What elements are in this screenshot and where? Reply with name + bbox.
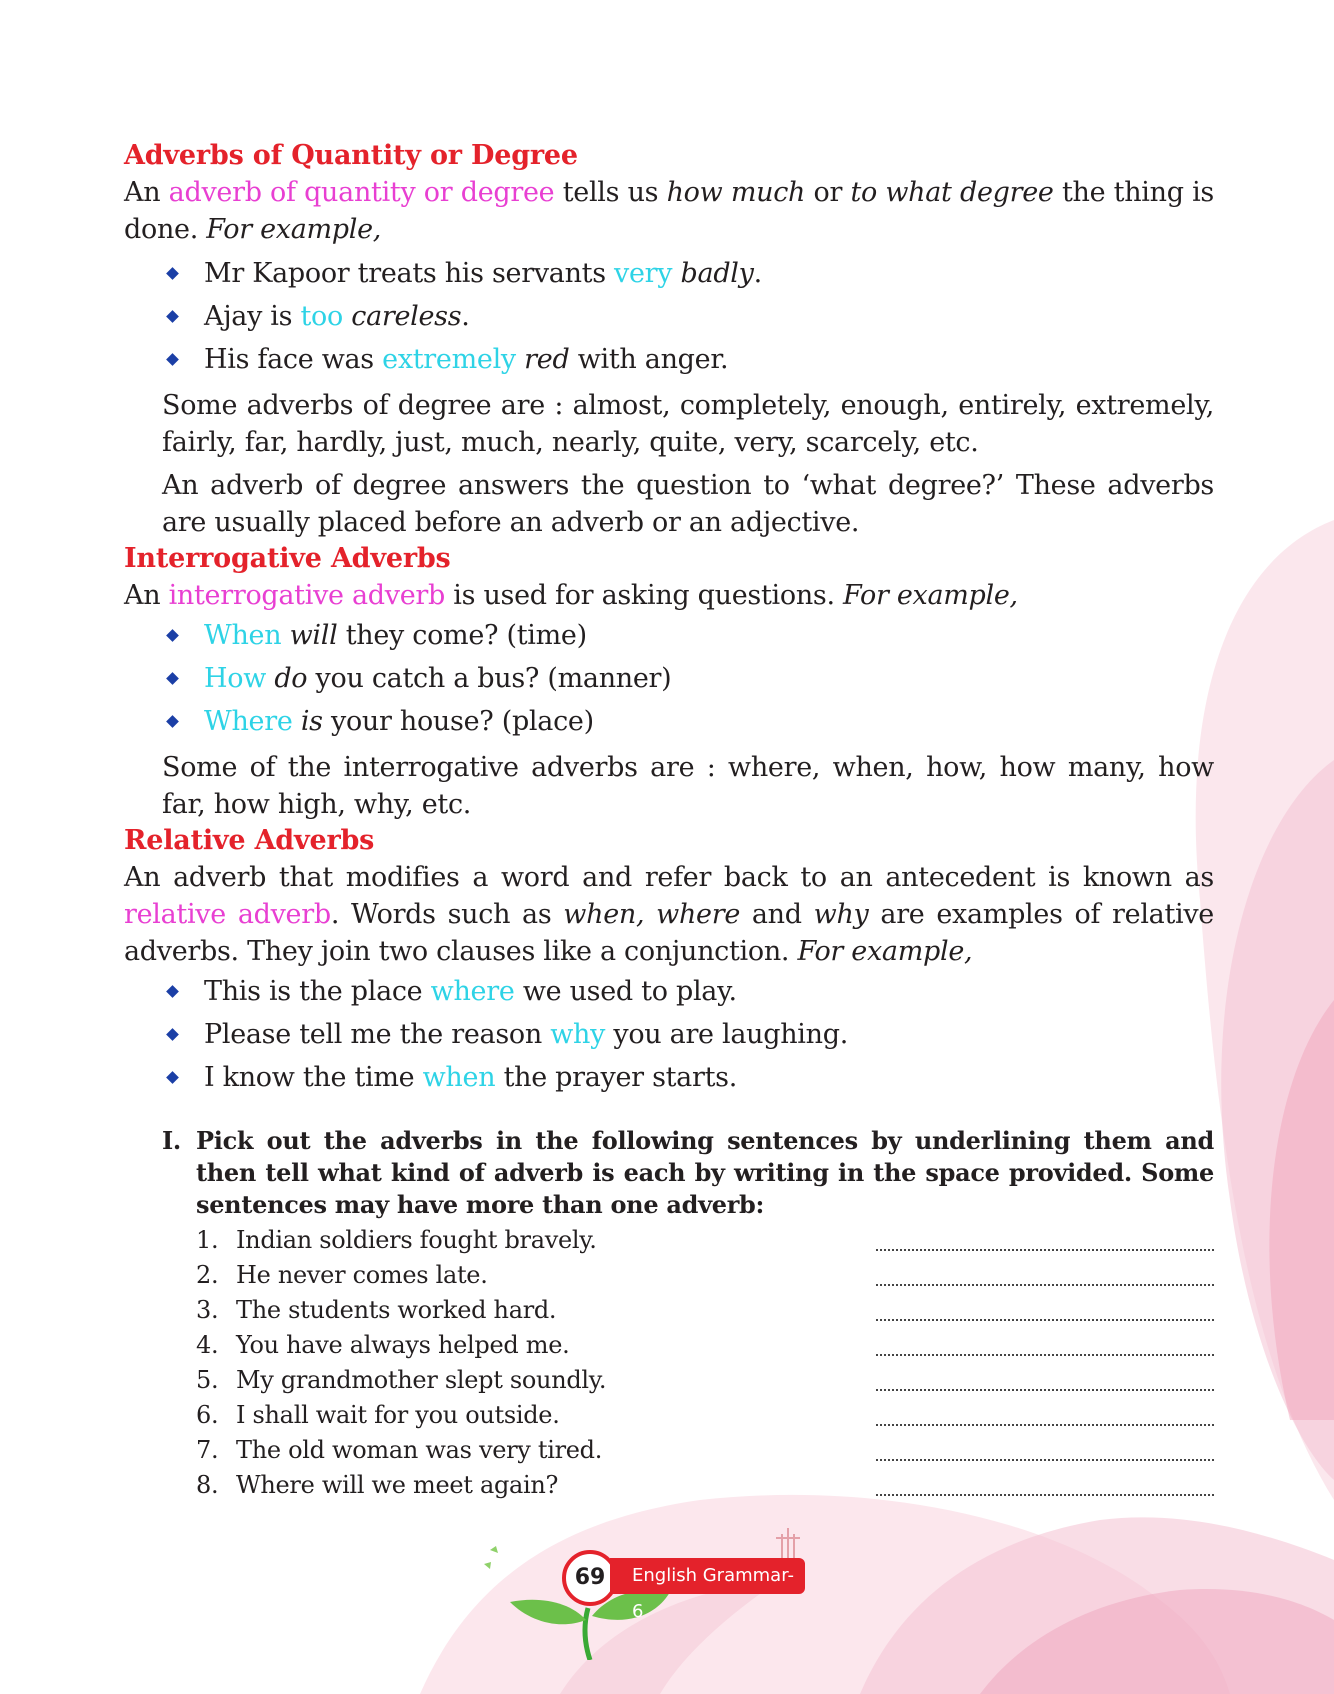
- answer-blank[interactable]: [876, 1494, 1214, 1496]
- page-footer: [470, 1520, 850, 1660]
- text-span: or: [805, 177, 851, 208]
- text-span: .: [461, 301, 470, 332]
- item-number: 5.: [196, 1366, 219, 1394]
- exercise-instruction: [162, 1125, 1214, 1221]
- interrogative-examples: [124, 614, 1214, 743]
- italic-text: why: [813, 899, 869, 930]
- text-span: you catch a bus? (manner): [307, 663, 672, 694]
- answer-blank[interactable]: [876, 1459, 1214, 1461]
- adverb-highlight: when: [422, 1062, 496, 1093]
- list-item: [164, 1056, 1214, 1099]
- text-span: the prayer starts.: [495, 1062, 737, 1093]
- exercise-item: [196, 1293, 1214, 1328]
- list-item: [164, 614, 1214, 657]
- text-span: we used to play.: [514, 976, 737, 1007]
- exercise-item: [196, 1328, 1214, 1363]
- adverb-highlight: where: [430, 976, 515, 1007]
- for-example: For example,: [206, 214, 382, 245]
- diamond-bullet-icon: [166, 353, 179, 366]
- adverb-highlight: extremely: [382, 344, 516, 375]
- text-span: Ajay is: [204, 301, 301, 332]
- text-span: This is the place: [204, 976, 431, 1007]
- section-heading-relative: Relative Adverbs: [124, 825, 375, 856]
- text-span: An adverb that modifies a word and refer back to an antecedent is known as: [124, 862, 1214, 893]
- text-span: [343, 301, 351, 332]
- item-number: 2.: [196, 1261, 219, 1289]
- diamond-bullet-icon: [166, 985, 179, 998]
- adverb-highlight: When: [204, 620, 282, 651]
- diamond-bullet-icon: [166, 267, 179, 280]
- italic-text: red: [524, 344, 570, 375]
- text-span: are examples of relative adverbs. They join two clauses like a conjunction.: [124, 899, 1214, 967]
- item-text: Where will we meet again?: [236, 1471, 559, 1499]
- exercise-item: [196, 1363, 1214, 1398]
- text-span: [281, 620, 289, 651]
- adverb-highlight: very: [614, 258, 673, 289]
- list-item: [164, 700, 1214, 743]
- text-span: they come? (time): [337, 620, 587, 651]
- text-span: I know the time: [204, 1062, 423, 1093]
- section-heading-interrogative: Interrogative Adverbs: [124, 543, 451, 574]
- list-item: [164, 252, 1214, 295]
- text-span: .: [753, 258, 762, 289]
- text-span: Mr Kapoor treats his servants: [204, 258, 615, 289]
- italic-text: will: [289, 620, 338, 651]
- answer-blank[interactable]: [876, 1249, 1214, 1251]
- item-number: 6.: [196, 1401, 219, 1429]
- diamond-bullet-icon: [166, 672, 179, 685]
- answer-blank[interactable]: [876, 1284, 1214, 1286]
- text-span: your house? (place): [322, 706, 594, 737]
- section-heading-degree: Adverbs of Quantity or Degree: [124, 140, 578, 171]
- italic-text: how much: [666, 177, 806, 208]
- page-number: 69: [562, 1550, 618, 1606]
- text-span: is used for asking questions.: [444, 580, 844, 611]
- adverb-highlight: too: [300, 301, 343, 332]
- answer-blank[interactable]: [876, 1424, 1214, 1426]
- book-title-ribbon: English Grammar-6: [610, 1558, 805, 1594]
- list-item: [164, 1013, 1214, 1056]
- adverb-highlight: Where: [204, 706, 293, 737]
- item-text: I shall wait for you outside.: [236, 1401, 560, 1429]
- text-span: [672, 258, 680, 289]
- degree-examples: [124, 252, 1214, 381]
- list-item: [164, 295, 1214, 338]
- diamond-bullet-icon: [166, 1028, 179, 1041]
- degree-note: An adverb of degree answers the question to ‘what degree?’ These adverbs are usually placed before an adverb or an adjective.: [162, 470, 1214, 538]
- italic-text: is: [300, 706, 323, 737]
- item-number: 8.: [196, 1471, 219, 1499]
- exercise-item: [196, 1398, 1214, 1433]
- exercise-items: [196, 1223, 1214, 1503]
- text-span: [516, 344, 524, 375]
- italic-text: do: [274, 663, 308, 694]
- text-span: and: [740, 899, 814, 930]
- instruction-text: Pick out the adverbs in the following sentences by underlining them and then tell what kind of adverb is each by writing in the space provided. Some sentences may have more than one adverb:: [196, 1126, 1214, 1219]
- exercise-number: I.: [162, 1126, 181, 1155]
- italic-text: to what degree: [850, 177, 1054, 208]
- exercise-item: [196, 1223, 1214, 1258]
- interrogative-definition: [124, 577, 1214, 614]
- diamond-bullet-icon: [166, 310, 179, 323]
- italic-text: when, where: [563, 899, 740, 930]
- text-span: Please tell me the reason: [204, 1019, 551, 1050]
- for-example: For example,: [843, 580, 1018, 611]
- text-span: you are laughing.: [605, 1019, 848, 1050]
- item-text: Indian soldiers fought bravely.: [236, 1226, 597, 1254]
- diamond-bullet-icon: [166, 715, 179, 728]
- term-highlight: relative adverb: [124, 899, 331, 930]
- text-span: His face was: [204, 344, 383, 375]
- item-number: 7.: [196, 1436, 219, 1464]
- exercise-block: [162, 1125, 1214, 1503]
- text-span: with anger.: [569, 344, 729, 375]
- item-number: 1.: [196, 1226, 219, 1254]
- adverb-highlight: How: [204, 663, 267, 694]
- italic-text: badly: [680, 258, 754, 289]
- text-span: the thing is done.: [124, 177, 1214, 245]
- item-text: He never comes late.: [236, 1261, 488, 1289]
- text-span: An: [124, 580, 169, 611]
- text-span: tells us: [554, 177, 667, 208]
- item-text: You have always helped me.: [236, 1331, 570, 1359]
- answer-blank[interactable]: [876, 1354, 1214, 1356]
- degree-definition: [124, 174, 1214, 248]
- text-span: [293, 706, 301, 737]
- item-number: 4.: [196, 1331, 219, 1359]
- text-span: . Words such as: [330, 899, 564, 930]
- for-example: For example,: [797, 936, 973, 967]
- answer-blank[interactable]: [876, 1389, 1214, 1391]
- page-content: [124, 138, 1214, 1503]
- term-highlight: adverb of quantity or degree: [168, 177, 555, 208]
- degree-adverbs-list: Some adverbs of degree are : almost, completely, enough, entirely, extremely, fairly, far, hardly, just, much, nearly, quite, very, scarcely, etc.: [162, 390, 1214, 458]
- term-highlight: interrogative adverb: [168, 580, 445, 611]
- list-item: [164, 970, 1214, 1013]
- exercise-item: [196, 1433, 1214, 1468]
- adverb-highlight: why: [550, 1019, 606, 1050]
- exercise-item: [196, 1258, 1214, 1293]
- item-text: My grandmother slept soundly.: [236, 1366, 607, 1394]
- italic-text: careless: [351, 301, 462, 332]
- item-text: The students worked hard.: [236, 1296, 557, 1324]
- item-text: The old woman was very tired.: [236, 1436, 603, 1464]
- interrogative-adverbs-list: Some of the interrogative adverbs are : where, when, how, how many, how far, how high, why, etc.: [162, 752, 1214, 820]
- answer-blank[interactable]: [876, 1319, 1214, 1321]
- relative-examples: [124, 970, 1214, 1099]
- diamond-bullet-icon: [166, 1071, 179, 1084]
- relative-definition: [124, 859, 1214, 970]
- text-span: An: [124, 177, 169, 208]
- list-item: [164, 338, 1214, 381]
- exercise-item: [196, 1468, 1214, 1503]
- list-item: [164, 657, 1214, 700]
- item-number: 3.: [196, 1296, 219, 1324]
- diamond-bullet-icon: [166, 629, 179, 642]
